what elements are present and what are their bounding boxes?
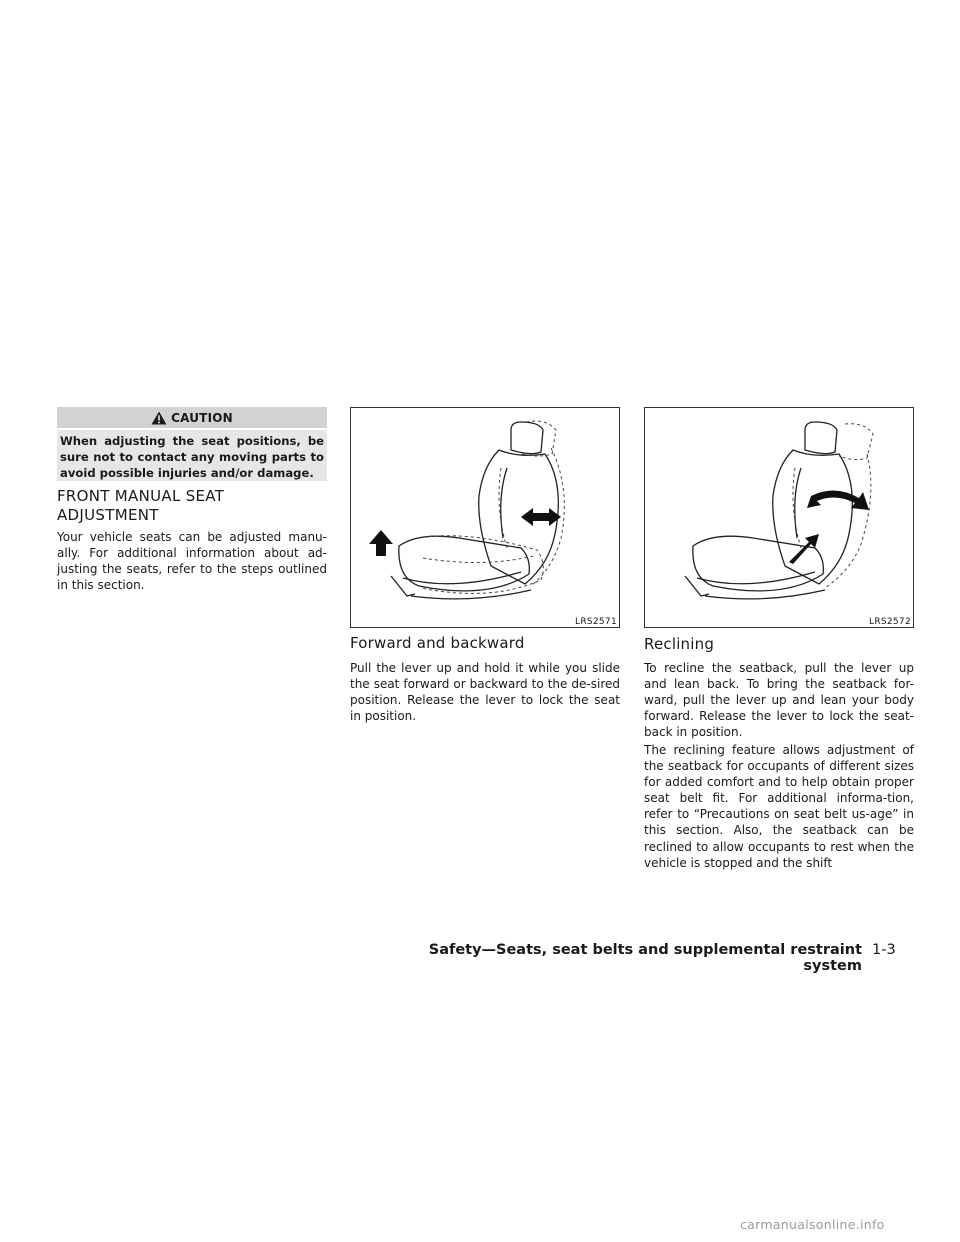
caution-header: [57, 407, 327, 428]
lever-arrow: [789, 534, 819, 564]
figure-code: LRS2571: [575, 617, 617, 627]
seat-reclining-illustration: [645, 408, 913, 627]
watermark: carmanualsonline.info: [740, 1217, 885, 1232]
caution-title: CAUTION: [171, 410, 233, 425]
figure-reclining: [644, 407, 914, 628]
seat-forward-backward-illustration: [351, 408, 619, 627]
front-manual-paragraph: Your vehicle seats can be adjusted manu-ally. For additional information about ad-justing the seats, refer to the steps outlined in this section.: [57, 530, 327, 593]
figure-code: LRS2572: [869, 617, 911, 627]
up-arrow: [369, 530, 393, 556]
double-arrow: [521, 508, 561, 526]
figure-forward-backward: [350, 407, 620, 628]
page-number: 1-3: [872, 942, 896, 958]
curved-double-arrow: [807, 490, 869, 510]
caution-text: When adjusting the seat positions, be sure not to contact any moving parts to avoid possible injuries and/or damage.: [57, 430, 327, 481]
section-heading-front-manual: FRONT MANUAL SEAT ADJUSTMENT: [57, 487, 225, 524]
reclining-paragraph-2: The reclining feature allows adjustment of the seatback for occupants of different sizes for added comfort and to help obtain proper seat belt fit. For additional informa-tion, refer to “Precautions on seat belt us-age” in this section. Also, the seatback can be reclined to allow occupants to rest when the vehicle is stopped and the shift: [644, 743, 914, 870]
reclining-paragraph-1: To recline the seatback, pull the lever up and lean back. To bring the seatback for-ward, pull the lever up and lean your body forward. Release the lever to lock the seat-back in position.: [644, 661, 914, 740]
subheading-forward-backward: Forward and backward: [350, 634, 525, 652]
warning-icon: [151, 411, 167, 425]
subheading-reclining: Reclining: [644, 635, 715, 653]
footer-section-title: Safety—Seats, seat belts and supplemental restraint system: [428, 942, 862, 974]
forward-backward-paragraph: Pull the lever up and hold it while you slide the seat forward or backward to the de-sired position. Release the lever to lock the seat in position.: [350, 661, 620, 724]
